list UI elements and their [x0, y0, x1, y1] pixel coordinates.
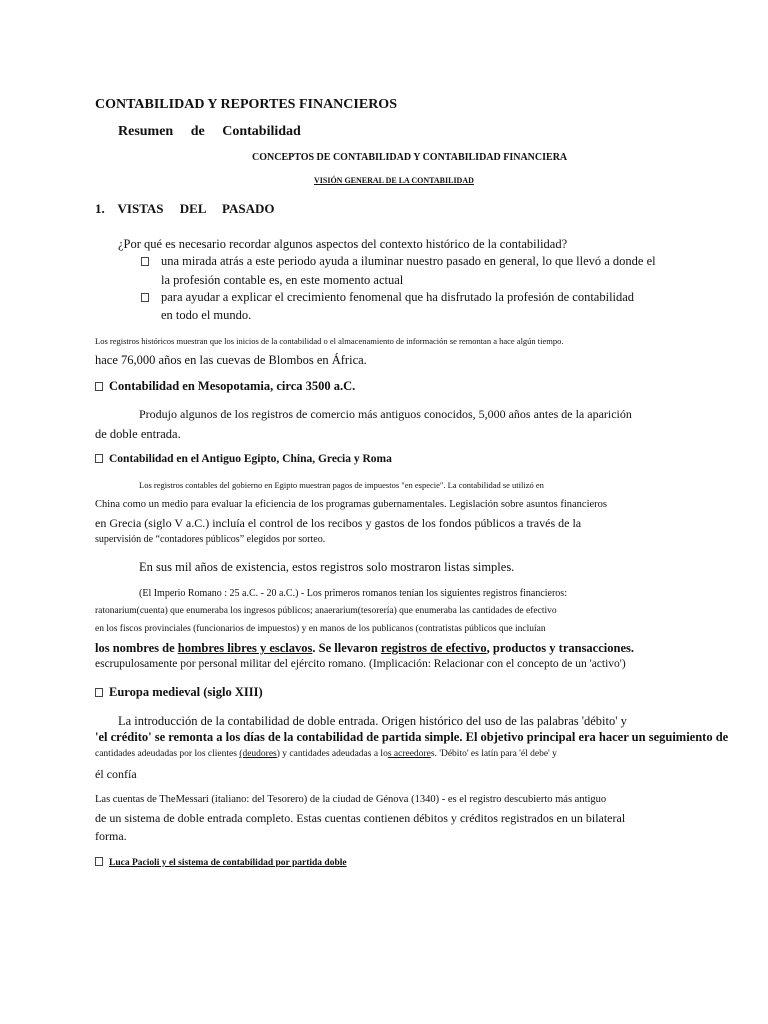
- paragraph-line: [95, 749, 557, 759]
- paragraph-line: 'el crédito' se remonta a los días de la contabilidad de partida simple. El objetivo principal era hacer un seguimiento de: [95, 730, 729, 744]
- heading-mesopotamia: [95, 379, 355, 394]
- text-span: . Se llevaron: [312, 641, 381, 655]
- heading-text: Europa medieval (siglo XIII): [109, 685, 263, 699]
- paragraph-line: Los registros históricos muestran que los inicios de la contabilidad o el almacenamiento de información se remontan a hace algún tiempo.: [95, 336, 564, 346]
- paragraph-line: La introducción de la contabilidad de doble entrada. Origen histórico del uso de las palabras 'débito' y: [118, 714, 627, 728]
- text-span: ) y cantidades adeudadas a lo: [276, 749, 388, 759]
- page-title: CONTABILIDAD Y REPORTES FINANCIEROS: [95, 97, 397, 112]
- section-heading-vistas: 1. VISTAS DEL PASADO: [95, 201, 275, 216]
- concepts-heading: CONCEPTOS DE CONTABILIDAD Y CONTABILIDAD FINANCIERA: [252, 152, 568, 163]
- bullet-square-icon: [95, 382, 103, 391]
- heading-egipto: [95, 453, 392, 465]
- heading-europa: [95, 685, 263, 700]
- bullet-text: para ayudar a explicar el crecimiento fenomenal que ha disfrutado la profesión de contabilidad: [161, 290, 635, 304]
- text-span: los nombres de: [95, 641, 178, 655]
- paragraph-line: supervisión de “contadores públicos” elegidos por sorteo.: [95, 534, 326, 545]
- text-span: , productos y transacciones.: [486, 641, 634, 655]
- paragraph-line: (El Imperio Romano : 25 a.C. - 20 a.C.) - Los primeros romanos tenían los siguientes registros financieros:: [139, 588, 567, 599]
- heading-pacioli: [95, 857, 347, 868]
- question-text: ¿Por qué es necesario recordar algunos aspectos del contexto histórico de la contabilidad?: [118, 237, 568, 251]
- paragraph-line: En sus mil años de existencia, estos registros solo mostraron listas simples.: [139, 560, 515, 574]
- paragraph-line: hace 76,000 años en las cuevas de Blombos en África.: [95, 353, 367, 367]
- paragraph-line: de doble entrada.: [95, 427, 181, 441]
- bullet-text: la profesión contable es, en este momento actual: [161, 273, 404, 287]
- paragraph-line: en los fiscos provinciales (funcionarios de impuestos) y en manos de los publicanos (contratistas públicos que incluían: [95, 624, 546, 634]
- overview-heading: VISIÓN GENERAL DE LA CONTABILIDAD: [314, 176, 474, 185]
- underlined-text: hombres libres y esclavos: [177, 641, 313, 655]
- paragraph-line: Produjo algunos de los registros de comercio más antiguos conocidos, 5,000 años antes de la aparición: [139, 407, 632, 421]
- heading-text: Luca Pacioli y el sistema de contabilidad por partida doble: [109, 858, 347, 868]
- paragraph-line: [95, 641, 634, 656]
- paragraph-line: China como un medio para evaluar la eficiencia de los programas gubernamentales. Legislación sobre asuntos financieros: [95, 499, 607, 510]
- paragraph-line: ratonarium(cuenta) que enumeraba los ingresos públicos; anaerarium(tesorería) que enumeraba las cantidades de efectivo: [95, 606, 557, 616]
- paragraph-line: él confía: [95, 767, 137, 781]
- paragraph-line: escrupulosamente por personal militar del ejército romano. (Implicación: Relacionar con el concepto de un 'activo'): [95, 658, 626, 670]
- text-span: cantidades adeudadas por los clientes: [95, 749, 240, 759]
- page-subtitle: Resumen de Contabilidad: [118, 124, 301, 139]
- bullet-square-icon: [95, 454, 103, 463]
- bullet-square-icon: [95, 857, 103, 866]
- bullet-square-icon: [95, 688, 103, 697]
- text-span: s. 'Débito' es latín para 'él debe' y: [430, 749, 557, 759]
- heading-text: Contabilidad en el Antiguo Egipto, China, Grecia y Roma: [109, 453, 392, 465]
- bullet-text: en todo el mundo.: [161, 308, 252, 322]
- underlined-text: registros de efectivo: [380, 641, 487, 655]
- bullet-square-icon: [141, 257, 149, 266]
- paragraph-line: Las cuentas de TheMessari (italiano: del Tesorero) de la ciudad de Génova (1340) - es el registro descubierto más antiguo: [95, 794, 607, 805]
- bullet-square-icon: [141, 293, 149, 302]
- underlined-text: (deudores: [239, 749, 277, 759]
- paragraph-line: en Grecia (siglo V a.C.) incluía el control de los recibos y gastos de los fondos públicos a través de la: [95, 516, 582, 530]
- paragraph-line: de un sistema de doble entrada completo. Estas cuentas contienen débitos y créditos registrados en un bilateral: [95, 811, 626, 825]
- heading-text: Contabilidad en Mesopotamia, circa 3500 a.C.: [109, 379, 356, 393]
- bullet-text: una mirada atrás a este periodo ayuda a iluminar nuestro pasado en general, lo que llevó a donde el: [161, 254, 656, 268]
- underlined-text: s acreedore: [387, 749, 431, 759]
- paragraph-line: Los registros contables del gobierno en Egipto muestran pagos de impuestos "en especie". La contabilidad se utilizó en: [139, 480, 544, 490]
- paragraph-line: forma.: [95, 829, 127, 843]
